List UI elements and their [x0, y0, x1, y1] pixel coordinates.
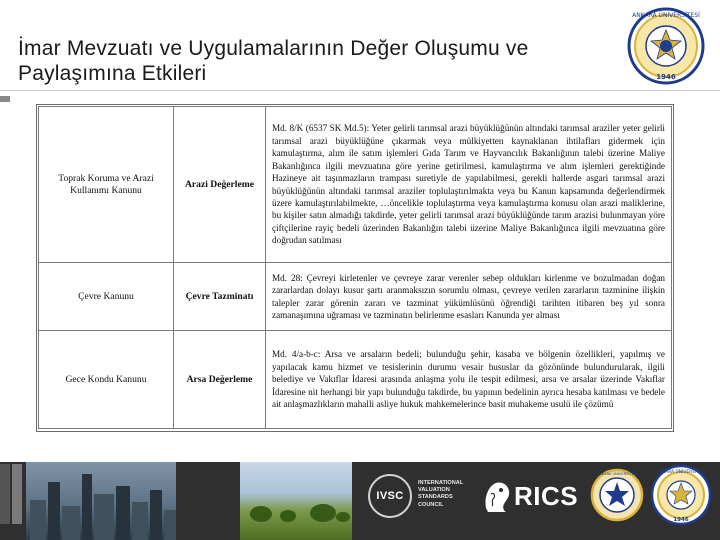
- ankara-university-seal-logo: [622, 6, 710, 86]
- green-field-image: [240, 462, 352, 540]
- rics-logo-text: RICS: [514, 481, 579, 511]
- small-seal-text: ANKARA ÜNİVERSİTESİ: [596, 472, 638, 476]
- ivsc-logo: [368, 474, 478, 518]
- valuation-topic-cell: Arazi Değerleme: [174, 107, 266, 263]
- table-row: [39, 107, 672, 263]
- article-text-cell: Md. 4/a-b-c: Arsa ve arsaların bedeli; bulunduğu şehir, kasaba ve bölgenin özellikleri, yapılmış ve yapılacak kamu hizmet ve tesislerinin durumu vesair hususlar da gözönünde bulundurularak, ilgili belediye ve Vakıflar İdaresi arasında anlaşma yolu ile tespit edilmesi, arsa ve arsalar üzerinde Vakıflar İdaresine nit herhangi bir yapı bulunduğu takdirde, bu yapının bedelinin ayrıca hesaba katılması ve bedele ait anlaşmazlıkların mahalli asliye hukuk mahkemelerince basit muhakeme usulü ile çözümü: [266, 331, 672, 429]
- large-seal-text: ANKARA ÜNİVERSİTESİ: [656, 470, 706, 475]
- article-text-cell: Md. 8/K (6537 SK Md.5): Yeter gelirli tarımsal arazi büyüklüğünün altındaki tarımsal araziler yeter gelirli tarımsal arazi büyüklüğüne çıkarmak veya mülkiyetten kaynaklanan ihtilafları gidermek için kamulaştırma, alım ile satım işlemleri Gıda Tarım ve Hayvancılık Bakanlığının talebi üzerine Maliye Bakanlığınca ilgili mevzuatına göre yerine getirilmesi, kamulaştırma ve alım işlemleri gerektiğinde Hazineye ait taşınmazların trampası suretiyle de yapılabilmesi, gerekli hallerde asgari tarımsal arazi büyüklüğünün altındaki tarımsal araziler toplulaştırılmakta veya bu Kanun kapsamında değerlendirmek üzere kamulaştırılabilmekte, …öncelikle toplulaştırma veya kamulaştırma konusu olan arazi maliklerine, bu kişiler satın almadığı takdirde, yeter gelirli tarımsal arazi büyüklüğünde tarım arazisi bulunmayan yöre çiftçilerine rayiç bedeli üzerinden Bakanlığın talebi üzerine Maliye Bakanlığınca ilgili mevzuatına göre doğrudan satılması: [266, 107, 672, 263]
- ankara-university-small-seal: [590, 466, 644, 524]
- page-title-line-1: İmar Mevzuatı ve Uygulamalarının Değer Oluşumu ve: [18, 37, 529, 60]
- left-accent-bar: [0, 96, 10, 102]
- article-text-cell: Md. 28: Çevreyi kirletenler ve çevreye zarar verenler sebep oldukları kirlenme ve bozulmadan doğan zararlardan dolayı kusur şartı aranmaksızın sorumlu olması, çevreye verilen zararların tazminine ilişkin talepler zarar görenin zararı ve tazminat yükümlüsünü öğrendiği tarihten itibaren beş yıl sonra zamanaşımına uğraması ve tazminatın belirlenme esasları Kanunda yer alması: [266, 263, 672, 331]
- law-name-cell: Çevre Kanunu: [39, 263, 174, 331]
- ankara-university-large-seal: [650, 464, 712, 526]
- ivsc-logo-text: INTERNATIONAL VALUATION STANDARDS COUNCIL: [418, 480, 464, 508]
- footer-accent-bar: [12, 464, 22, 524]
- rics-logo: [482, 474, 578, 518]
- top-seal-year: 1946: [656, 73, 676, 81]
- large-seal-year: 1946: [673, 517, 689, 523]
- rics-lion-icon: [482, 478, 512, 514]
- law-name-cell: Toprak Koruma ve Arazi Kullanımı Kanunu: [39, 107, 174, 263]
- law-comparison-table: [38, 106, 672, 429]
- law-name-cell: Gece Kondu Kanunu: [39, 331, 174, 429]
- top-seal-text: ANKARA ÜNİVERSİTESİ: [632, 12, 700, 19]
- page-title: [18, 36, 618, 86]
- footer-accent-bar: [0, 464, 10, 524]
- table-row: [39, 263, 672, 331]
- page-title-line-2: Paylaşımına Etkileri: [18, 62, 207, 85]
- header-divider: [0, 90, 720, 91]
- city-skyline-image: [26, 462, 176, 540]
- table-row: [39, 331, 672, 429]
- valuation-topic-cell: Çevre Tazminatı: [174, 263, 266, 331]
- ivsc-logo-mark: IVSC: [368, 474, 412, 518]
- law-comparison-table-frame: [36, 104, 674, 432]
- valuation-topic-cell: Arsa Değerleme: [174, 331, 266, 429]
